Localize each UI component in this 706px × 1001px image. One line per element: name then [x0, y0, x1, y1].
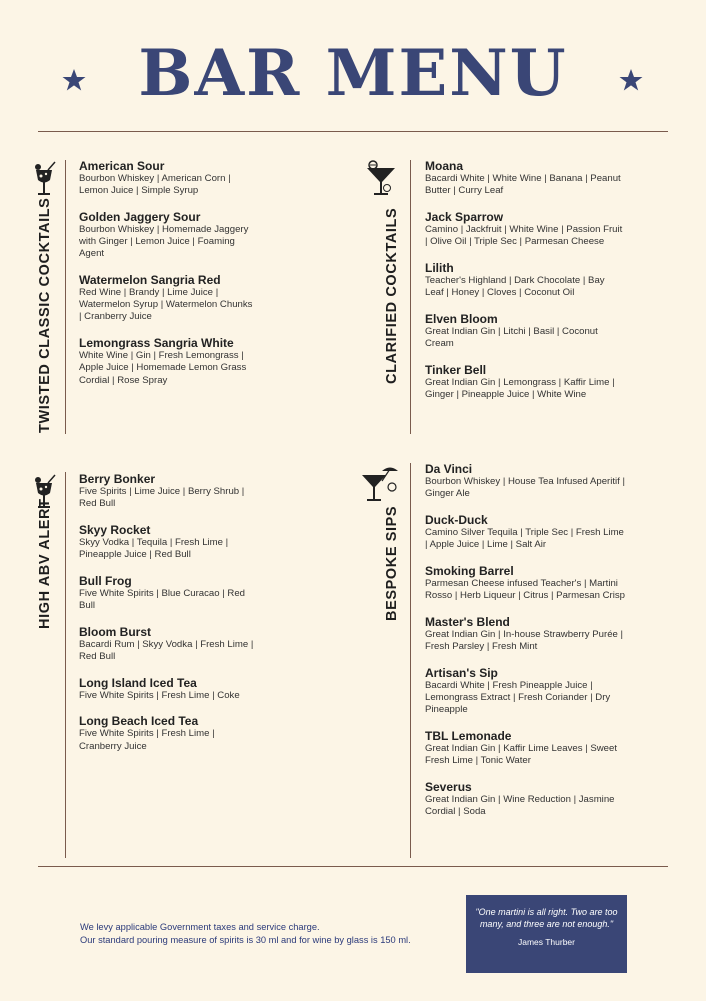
menu-item: Skyy Rocket Skyy Vodka | Tequila | Fresh Lime | Pineapple Juice | Red Bull [79, 522, 229, 561]
menu-item: Duck-Duck Camino Silver Tequila | Triple Sec | Fresh Lime | Apple Juice | Lime | Salt Air [425, 512, 624, 551]
menu-item: Master's Blend Great Indian Gin | In-house Strawberry Purée | Fresh Parsley | Fresh Mint [425, 614, 624, 652]
menu-item: Tinker Bell Great Indian Gin | Lemongrass | Kaffir Lime | Ginger | Pineapple Juice | White Wine [425, 362, 615, 400]
menu-item: Smoking Barrel Parmesan Cheese infused Teacher's | Martini Rosso | Herb Liqueur | Citrus | Parmesan Crisp [425, 563, 625, 602]
martini-umbrella-icon [360, 465, 400, 505]
section-items-twisted [79, 159, 257, 399]
menu-item: Golden Jaggery Sour Bourbon Whiskey | Homemade Jaggery with Ginger | Lemon Juice | Foaming Agent [79, 209, 249, 260]
tax-note [80, 921, 411, 947]
menu-item: Long Beach Iced Tea Five White Spirits | Fresh Lime | Cranberry Juice [79, 714, 215, 752]
menu-item: Elven Bloom Great Indian Gin | Litchi | Basil | Coconut Cream [425, 311, 598, 349]
section-items-highabv [79, 472, 257, 765]
star-icon [619, 68, 643, 92]
section-items-bespoke [425, 462, 625, 831]
tax-note-line: We levy applicable Government taxes and service charge. [80, 922, 320, 932]
menu-item: Lilith Teacher's Highland | Dark Chocolate | Bay Leaf | Honey | Cloves | Coconut Oil [425, 260, 605, 299]
top-divider [38, 131, 668, 132]
quote-text: "One martini is all right. Two are too many, and three are not enough." [475, 907, 618, 929]
menu-item: Moana Bacardi White | White Wine | Banana | Peanut Butter | Curry Leaf [425, 159, 621, 197]
menu-item: Lemongrass Sangria White White Wine | Gin | Fresh Lemongrass | Apple Juice | Homemade Lemon Grass Cordial | Rose Spray [79, 336, 247, 386]
bottom-divider [38, 866, 668, 867]
section-divider [65, 160, 66, 434]
martini-glass-icon [364, 160, 398, 200]
menu-item: Berry Bonker Five Spirits | Lime Juice | Berry Shrub | Red Bull [79, 472, 245, 510]
menu-item: Bloom Burst Bacardi Rum | Skyy Vodka | Fresh Lime | Red Bull [79, 624, 254, 662]
menu-item: Da Vinci Bourbon Whiskey | House Tea Infused Aperitif | Ginger Ale [425, 462, 625, 500]
menu-item: Severus Great Indian Gin | Wine Reduction | Jasmine Cordial | Soda [425, 779, 615, 817]
page-title: BAR MENU [138, 36, 568, 111]
quote-box [466, 895, 627, 973]
star-icon [62, 68, 86, 92]
quote-author: James Thurber [517, 937, 575, 947]
section-divider [410, 160, 411, 434]
menu-item: Long Island Iced Tea Five White Spirits | Fresh Lime | Coke [79, 675, 240, 701]
menu-item: Watermelon Sangria Red Red Wine | Brandy | Lime Juice | Watermelon Syrup | Watermelon Chunks | Cranberry Juice [79, 273, 253, 323]
pour-note-line: Our standard pouring measure of spirits is 30 ml and for wine by glass is 150 ml. [80, 935, 411, 945]
section-divider [410, 463, 411, 858]
menu-item: Bull Frog Five White Spirits | Blue Curacao | Red Bull [79, 573, 246, 612]
section-divider [65, 472, 66, 858]
menu-item: American Sour Bourbon Whiskey | American Corn | Lemon Juice | Simple Syrup [79, 159, 231, 197]
menu-item: TBL Lemonade Great Indian Gin | Kaffir Lime Leaves | Sweet Fresh Lime | Tonic Water [425, 728, 617, 766]
menu-item: Artisan's Sip Bacardi White | Fresh Pineapple Juice | Lemongrass Extract | Fresh Coriander | Dry Pineapple [425, 665, 611, 716]
menu-item: Jack Sparrow Camino | Jackfruit | White Wine | Passion Fruit | Olive Oil | Triple Sec | Parmesan Cheese [425, 209, 623, 248]
cocktail-glass-icon [30, 160, 64, 200]
section-items-clarified [425, 159, 625, 414]
